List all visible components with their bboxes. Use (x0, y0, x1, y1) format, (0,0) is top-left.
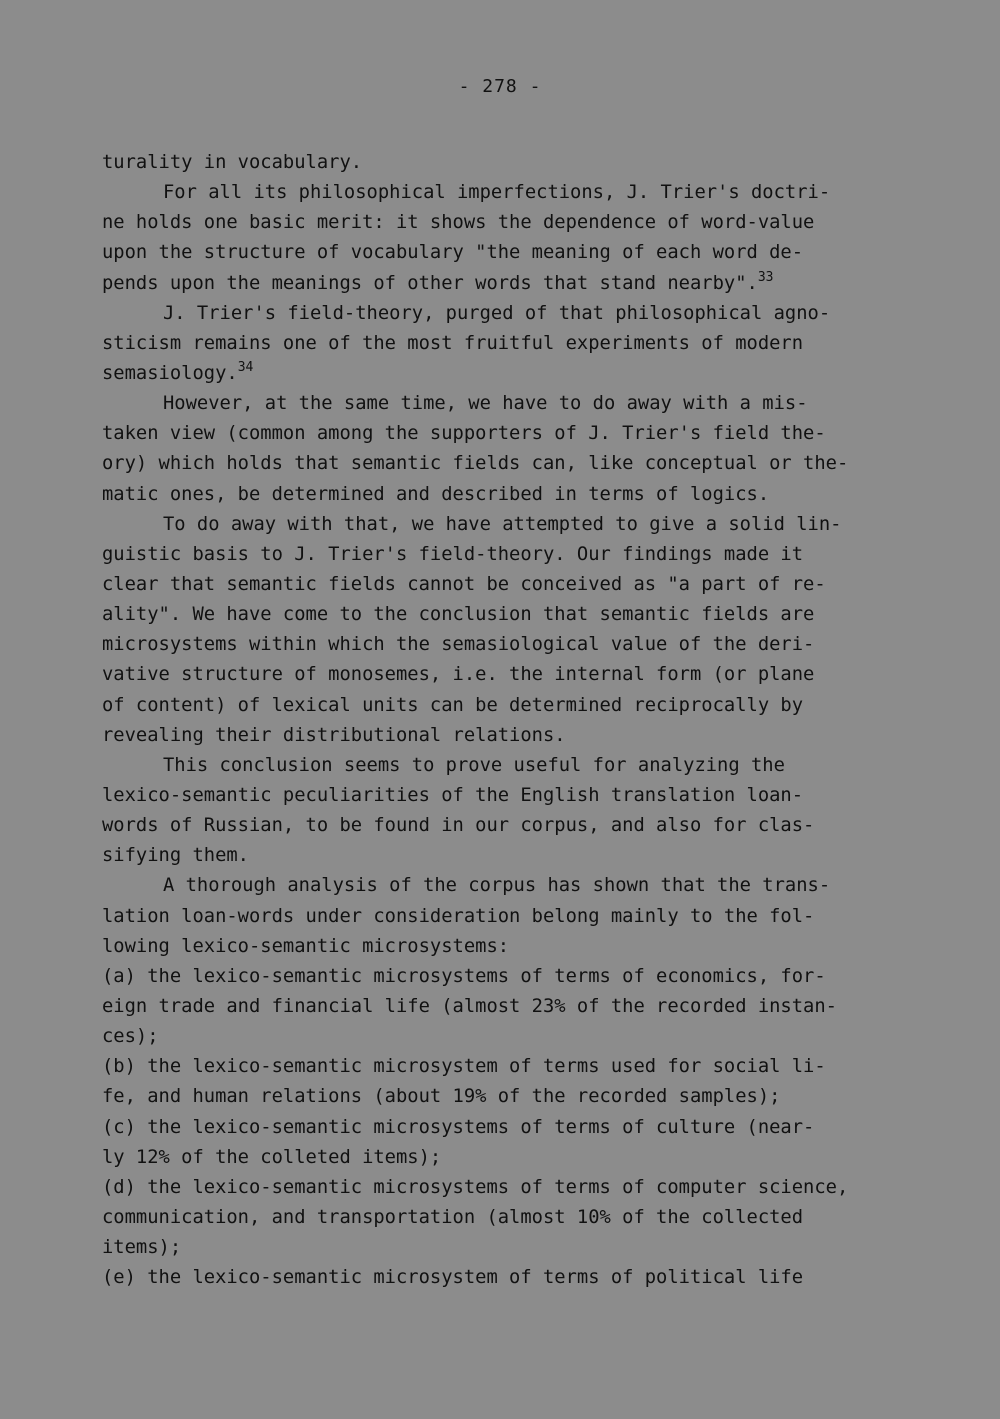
text-line (102, 238, 902, 268)
text-line-content: ly 12% of the colleted items); (102, 1146, 442, 1168)
text-line (102, 359, 902, 389)
text-line-content: A thorough analysis of the corpus has shown that the trans- (163, 875, 831, 897)
text-line-content: ne holds one basic merit: it shows the dependence of word-value (102, 212, 815, 234)
text-line-content: guistic basis to J. Trier's field-theory. Our findings made it (102, 543, 804, 565)
text-line (102, 751, 902, 781)
text-line (102, 1173, 902, 1203)
footnote-marker: 33 (757, 269, 774, 285)
text-line (102, 871, 902, 901)
text-line (102, 329, 902, 359)
text-line-content: (e) the lexico-semantic microsystem of terms of political life (102, 1267, 804, 1289)
text-line-content: microsystems within which the semasiological value of the deri- (102, 634, 815, 656)
text-line (102, 510, 902, 540)
text-line (102, 570, 902, 600)
text-line (102, 962, 902, 992)
text-line (102, 1203, 902, 1233)
text-line-content: of content) of lexical units can be determined reciprocally by (102, 694, 804, 716)
text-line-content: turality in vocabulary. (102, 152, 363, 173)
text-line (102, 389, 902, 419)
text-line (102, 419, 902, 449)
text-line-content: revealing their distributional relations. (102, 724, 566, 746)
text-line-content: lexico-semantic peculiarities of the English translation loan- (102, 784, 804, 806)
text-line (102, 992, 902, 1022)
text-line (102, 269, 902, 299)
text-line-content: (b) the lexico-semantic microsystem of terms used for social li- (102, 1056, 826, 1078)
text-line-content: communication, and transportation (almost 10% of the collected (102, 1206, 804, 1228)
text-line (102, 630, 902, 660)
footnote-marker: 34 (237, 359, 254, 375)
text-line-content: (a) the lexico-semantic microsystems of terms of economics, for- (102, 965, 826, 987)
text-line-content: This conclusion seems to prove useful for analyzing the (163, 754, 785, 776)
text-line-content: lowing lexico-semantic microsystems: (102, 935, 510, 957)
text-line (102, 1082, 902, 1112)
text-line (102, 1113, 902, 1143)
text-line (102, 902, 902, 932)
text-line-content: ory) which holds that semantic fields can, like conceptual or the- (102, 453, 849, 475)
text-line (102, 721, 902, 751)
text-line (102, 600, 902, 630)
text-line-content: (c) the lexico-semantic microsystems of terms of culture (near- (102, 1116, 815, 1138)
text-line (102, 540, 902, 570)
text-line-content: items); (102, 1237, 182, 1259)
text-line-content: pends upon the meanings of other words that stand nearby". (102, 272, 758, 294)
text-line (102, 691, 902, 721)
text-line (102, 1143, 902, 1173)
text-line (102, 208, 902, 238)
text-line (102, 1263, 902, 1293)
text-line-content: taken view (common among the supporters of J. Trier's field the- (102, 423, 826, 445)
text-line-content: upon the structure of vocabulary "the meaning of each word de- (102, 242, 804, 264)
text-line (102, 449, 902, 479)
text-line-content: clear that semantic fields cannot be conceived as "a part of re- (102, 573, 826, 595)
text-line (102, 299, 902, 329)
text-line-content: matic ones, be determined and described in terms of logics. (102, 483, 770, 505)
text-line (102, 781, 902, 811)
body-text (102, 148, 902, 1293)
text-line (102, 1022, 902, 1052)
text-line-content: semasiology. (102, 362, 238, 384)
text-line-content: sifying them. (102, 845, 249, 867)
text-line-content: ces); (102, 1026, 159, 1048)
text-line-content: J. Trier's field-theory, purged of that philosophical agno- (163, 302, 831, 324)
text-line (102, 660, 902, 690)
text-line-content: fe, and human relations (about 19% of the recorded samples); (102, 1086, 781, 1108)
text-line-content: words of Russian, to be found in our corpus, and also for clas- (102, 815, 815, 837)
text-line-content: (d) the lexico-semantic microsystems of terms of computer science, (102, 1176, 849, 1198)
text-line-content: sticism remains one of the most fruitful experiments of modern (102, 332, 804, 354)
text-line-content: lation loan-words under consideration belong mainly to the fol- (102, 905, 815, 927)
text-line-content: For all its philosophical imperfections, J. Trier's doctri- (163, 182, 831, 204)
text-line-content: However, at the same time, we have to do away with a mis- (163, 393, 808, 415)
text-line-content: ality". We have come to the conclusion that semantic fields are (102, 604, 815, 626)
text-line-content: To do away with that, we have attempted to give a solid lin- (163, 513, 842, 535)
text-line-content: vative structure of monosemes, i.e. the internal form (or plane (102, 664, 815, 686)
text-line-content: eign trade and financial life (almost 23% of the recorded instan- (102, 995, 837, 1017)
text-line (102, 1052, 902, 1082)
text-line (102, 148, 902, 178)
page-number: - 278 - (458, 76, 542, 97)
text-line (102, 480, 902, 510)
text-line (102, 932, 902, 962)
text-line (102, 178, 902, 208)
text-line (102, 841, 902, 871)
text-line (102, 811, 902, 841)
text-line (102, 1233, 902, 1263)
